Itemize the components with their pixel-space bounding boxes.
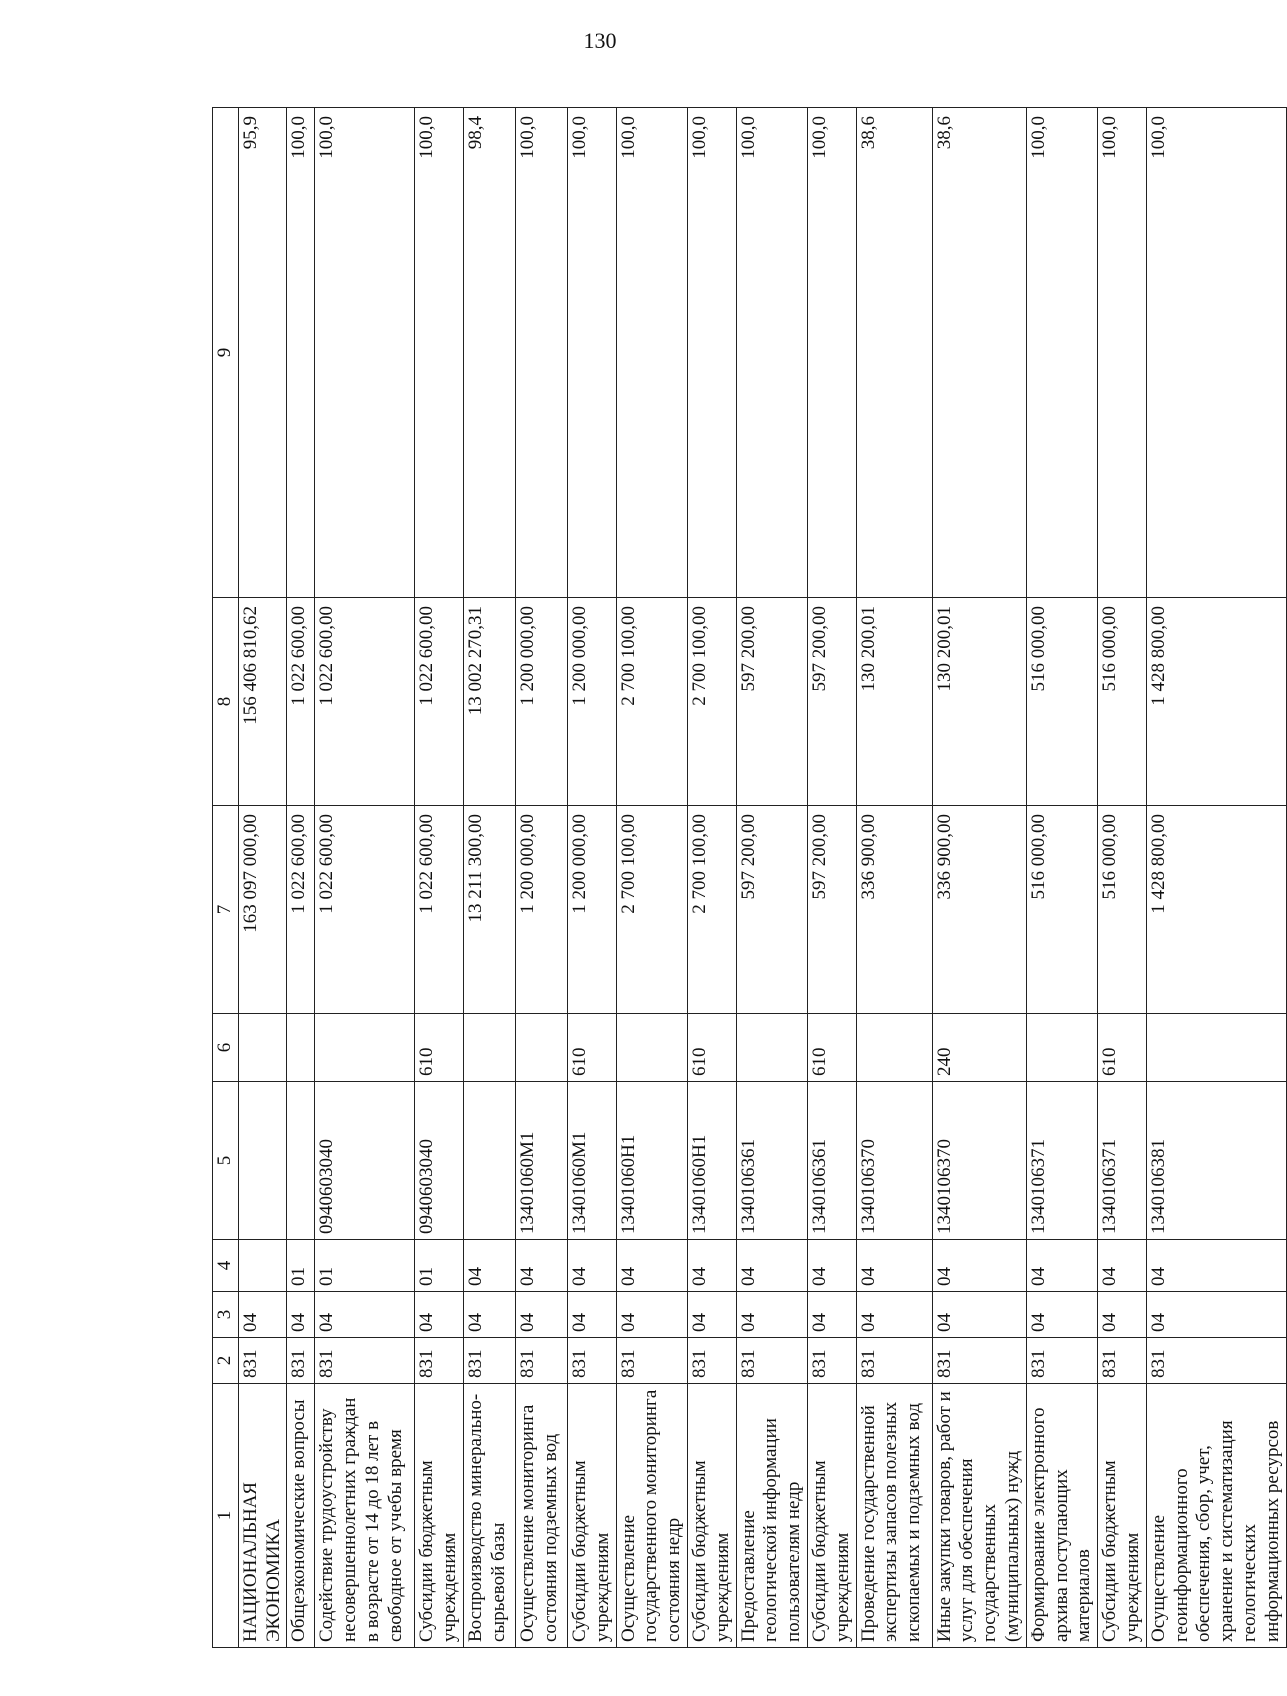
row-value-cell: 610 xyxy=(1098,1014,1147,1082)
row-name-cell: Предоставление геологической информации пользователям недр xyxy=(736,1384,807,1648)
row-value-cell: 597 200,00 xyxy=(736,806,807,1014)
row-value-cell: 04 xyxy=(1098,1292,1147,1338)
row-value-cell: 100,0 xyxy=(415,108,464,598)
row-value-cell xyxy=(736,1014,807,1082)
row-value-cell xyxy=(463,1014,515,1082)
row-value-cell: 163 097 000,00 xyxy=(238,806,287,1014)
row-value-cell: 100,0 xyxy=(736,108,807,598)
row-value-cell xyxy=(1026,1014,1097,1082)
row-value-cell: 04 xyxy=(567,1292,616,1338)
row-value-cell: 04 xyxy=(515,1240,567,1292)
row-value-cell: 831 xyxy=(616,1338,687,1384)
row-value-cell: 100,0 xyxy=(1098,108,1147,598)
row-value-cell: 04 xyxy=(687,1240,736,1292)
row-value-cell: 04 xyxy=(807,1240,856,1292)
row-name-cell: Иные закупки товаров, работ и услуг для обеспечения государственных (муниципальных) нужд xyxy=(932,1384,1026,1648)
row-value-cell: 831 xyxy=(1146,1338,1286,1384)
row-value-cell: 38,6 xyxy=(932,108,1026,598)
row-value-cell: 04 xyxy=(515,1292,567,1338)
table-row xyxy=(515,108,567,1648)
row-value-cell xyxy=(238,1014,287,1082)
header-cell: 7 xyxy=(213,806,239,1014)
row-name-cell: НАЦИОНАЛЬНАЯ ЭКОНОМИКА xyxy=(238,1384,287,1648)
row-name-cell: Субсидии бюджетным учреждениям xyxy=(1098,1384,1147,1648)
row-name-cell: Субсидии бюджетным учреждениям xyxy=(567,1384,616,1648)
row-value-cell: 1 022 600,00 xyxy=(315,598,415,806)
row-value-cell: 01 xyxy=(287,1240,315,1292)
row-value-cell: 01 xyxy=(415,1240,464,1292)
row-value-cell: 831 xyxy=(1026,1338,1097,1384)
row-value-cell: 336 900,00 xyxy=(856,806,932,1014)
row-value-cell: 1 200 000,00 xyxy=(515,806,567,1014)
row-value-cell: 04 xyxy=(616,1292,687,1338)
row-value-cell: 1 022 600,00 xyxy=(415,806,464,1014)
table-row xyxy=(1026,108,1097,1648)
row-value-cell xyxy=(515,1014,567,1082)
row-value-cell: 04 xyxy=(736,1292,807,1338)
table-row xyxy=(567,108,616,1648)
row-value-cell: 0940603040 xyxy=(315,1082,415,1240)
row-value-cell: 98,4 xyxy=(463,108,515,598)
row-value-cell: 100,0 xyxy=(687,108,736,598)
row-value-cell: 1340106370 xyxy=(856,1082,932,1240)
row-value-cell: 2 700 100,00 xyxy=(687,806,736,1014)
row-value-cell: 100,0 xyxy=(807,108,856,598)
row-value-cell xyxy=(463,1082,515,1240)
row-value-cell: 2 700 100,00 xyxy=(616,598,687,806)
row-value-cell: 240 xyxy=(932,1014,1026,1082)
row-value-cell: 04 xyxy=(807,1292,856,1338)
row-value-cell: 1340106371 xyxy=(1098,1082,1147,1240)
row-value-cell: 04 xyxy=(238,1292,287,1338)
table-row xyxy=(463,108,515,1648)
row-value-cell xyxy=(315,1014,415,1082)
row-value-cell: 01 xyxy=(315,1240,415,1292)
row-value-cell: 831 xyxy=(515,1338,567,1384)
row-value-cell: 04 xyxy=(1026,1240,1097,1292)
row-value-cell: 130 200,01 xyxy=(932,598,1026,806)
row-value-cell: 831 xyxy=(1098,1338,1147,1384)
row-value-cell: 1 022 600,00 xyxy=(287,806,315,1014)
table-row xyxy=(856,108,932,1648)
row-value-cell: 156 406 810,62 xyxy=(238,598,287,806)
row-name-cell: Содействие трудоустройству несовершеннолетних граждан в возрасте от 14 до 18 лет в свободное от учебы время xyxy=(315,1384,415,1648)
row-value-cell: 95,9 xyxy=(238,108,287,598)
row-value-cell: 04 xyxy=(616,1240,687,1292)
row-value-cell: 1340106361 xyxy=(736,1082,807,1240)
row-value-cell: 831 xyxy=(687,1338,736,1384)
table-row xyxy=(807,108,856,1648)
row-name-cell: Субсидии бюджетным учреждениям xyxy=(415,1384,464,1648)
table-row xyxy=(1098,108,1147,1648)
row-value-cell: 38,6 xyxy=(856,108,932,598)
row-value-cell: 04 xyxy=(1146,1240,1286,1292)
row-value-cell: 1340106371 xyxy=(1026,1082,1097,1240)
table-row xyxy=(238,108,287,1648)
row-value-cell: 100,0 xyxy=(567,108,616,598)
header-cell: 5 xyxy=(213,1082,239,1240)
row-value-cell: 610 xyxy=(687,1014,736,1082)
row-value-cell: 516 000,00 xyxy=(1026,806,1097,1014)
row-value-cell: 04 xyxy=(1146,1292,1286,1338)
header-cell: 9 xyxy=(213,108,239,598)
rotated-table-container xyxy=(212,108,1283,1648)
row-value-cell: 1 200 000,00 xyxy=(567,598,616,806)
table-row xyxy=(315,108,415,1648)
row-value-cell: 13401060М1 xyxy=(567,1082,616,1240)
row-value-cell: 831 xyxy=(736,1338,807,1384)
row-value-cell: 0940603040 xyxy=(415,1082,464,1240)
row-value-cell: 831 xyxy=(415,1338,464,1384)
page-number: 130 xyxy=(583,28,617,53)
row-value-cell: 2 700 100,00 xyxy=(687,598,736,806)
header-cell: 6 xyxy=(213,1014,239,1082)
row-value-cell: 100,0 xyxy=(315,108,415,598)
row-value-cell xyxy=(856,1014,932,1082)
table-row xyxy=(616,108,687,1648)
row-value-cell: 516 000,00 xyxy=(1098,806,1147,1014)
row-value-cell: 04 xyxy=(736,1240,807,1292)
row-value-cell: 1340106370 xyxy=(932,1082,1026,1240)
row-value-cell: 04 xyxy=(1026,1292,1097,1338)
row-value-cell: 610 xyxy=(807,1014,856,1082)
row-value-cell: 1 200 000,00 xyxy=(515,598,567,806)
row-value-cell: 610 xyxy=(567,1014,616,1082)
budget-table xyxy=(212,107,1287,1648)
row-value-cell: 04 xyxy=(932,1240,1026,1292)
row-value-cell: 13401060Н1 xyxy=(687,1082,736,1240)
header-cell: 3 xyxy=(213,1292,239,1338)
header-cell: 1 xyxy=(213,1384,239,1648)
table-row xyxy=(736,108,807,1648)
row-value-cell: 04 xyxy=(932,1292,1026,1338)
row-value-cell: 04 xyxy=(463,1292,515,1338)
row-value-cell xyxy=(287,1014,315,1082)
row-name-cell: Формирование электронного архива поступающих материалов xyxy=(1026,1384,1097,1648)
row-value-cell: 04 xyxy=(567,1240,616,1292)
row-value-cell: 1 428 800,00 xyxy=(1146,598,1286,806)
row-value-cell: 1 022 600,00 xyxy=(315,806,415,1014)
row-value-cell: 597 200,00 xyxy=(807,598,856,806)
row-value-cell: 1340106361 xyxy=(807,1082,856,1240)
row-value-cell: 597 200,00 xyxy=(807,806,856,1014)
row-value-cell: 831 xyxy=(463,1338,515,1384)
row-value-cell: 1 200 000,00 xyxy=(567,806,616,1014)
row-name-cell: Субсидии бюджетным учреждениям xyxy=(687,1384,736,1648)
row-value-cell: 13401060М1 xyxy=(515,1082,567,1240)
row-value-cell: 597 200,00 xyxy=(736,598,807,806)
row-value-cell xyxy=(238,1082,287,1240)
table-row xyxy=(1146,108,1286,1648)
row-value-cell xyxy=(616,1014,687,1082)
row-value-cell: 04 xyxy=(1098,1240,1147,1292)
header-cell: 4 xyxy=(213,1240,239,1292)
row-value-cell: 831 xyxy=(807,1338,856,1384)
row-value-cell: 04 xyxy=(687,1292,736,1338)
row-value-cell xyxy=(238,1240,287,1292)
row-name-cell: Проведение государственной экспертизы запасов полезных ископаемых и подземных вод xyxy=(856,1384,932,1648)
row-name-cell: Осуществление мониторинга состояния подземных вод xyxy=(515,1384,567,1648)
row-value-cell: 04 xyxy=(856,1292,932,1338)
row-value-cell: 516 000,00 xyxy=(1026,598,1097,806)
header-cell: 8 xyxy=(213,598,239,806)
row-value-cell: 04 xyxy=(415,1292,464,1338)
table-row xyxy=(932,108,1026,1648)
header-cell: 2 xyxy=(213,1338,239,1384)
row-value-cell: 100,0 xyxy=(1146,108,1286,598)
row-value-cell: 831 xyxy=(238,1338,287,1384)
row-name-cell: Осуществление геоинформационного обеспечения, сбор, учет, хранение и систематизация геологических информационных ресурсов xyxy=(1146,1384,1286,1648)
row-value-cell: 13 002 270,31 xyxy=(463,598,515,806)
row-value-cell: 04 xyxy=(463,1240,515,1292)
row-value-cell: 04 xyxy=(315,1292,415,1338)
row-value-cell: 831 xyxy=(856,1338,932,1384)
row-value-cell: 1 022 600,00 xyxy=(415,598,464,806)
row-value-cell: 13 211 300,00 xyxy=(463,806,515,1014)
row-value-cell: 2 700 100,00 xyxy=(616,806,687,1014)
row-value-cell: 831 xyxy=(315,1338,415,1384)
row-value-cell: 13401060Н1 xyxy=(616,1082,687,1240)
row-value-cell: 831 xyxy=(287,1338,315,1384)
row-value-cell: 1 428 800,00 xyxy=(1146,806,1286,1014)
row-value-cell: 04 xyxy=(287,1292,315,1338)
header-row xyxy=(213,108,239,1648)
row-name-cell: Общеэкономические вопросы xyxy=(287,1384,315,1648)
row-value-cell: 516 000,00 xyxy=(1098,598,1147,806)
row-value-cell: 831 xyxy=(932,1338,1026,1384)
row-value-cell: 100,0 xyxy=(616,108,687,598)
table-row xyxy=(415,108,464,1648)
row-value-cell: 100,0 xyxy=(515,108,567,598)
row-value-cell: 130 200,01 xyxy=(856,598,932,806)
row-value-cell: 100,0 xyxy=(1026,108,1097,598)
row-value-cell xyxy=(287,1082,315,1240)
row-value-cell: 1340106381 xyxy=(1146,1082,1286,1240)
row-name-cell: Воспроизводство минерально-сырьевой базы xyxy=(463,1384,515,1648)
row-value-cell: 336 900,00 xyxy=(932,806,1026,1014)
row-value-cell: 100,0 xyxy=(287,108,315,598)
row-value-cell: 831 xyxy=(567,1338,616,1384)
row-value-cell: 1 022 600,00 xyxy=(287,598,315,806)
row-name-cell: Субсидии бюджетным учреждениям xyxy=(807,1384,856,1648)
row-value-cell: 04 xyxy=(856,1240,932,1292)
row-value-cell: 610 xyxy=(415,1014,464,1082)
row-name-cell: Осуществление государственного мониторинга состояния недр xyxy=(616,1384,687,1648)
row-value-cell xyxy=(1146,1014,1286,1082)
table-row xyxy=(287,108,315,1648)
table-row xyxy=(687,108,736,1648)
